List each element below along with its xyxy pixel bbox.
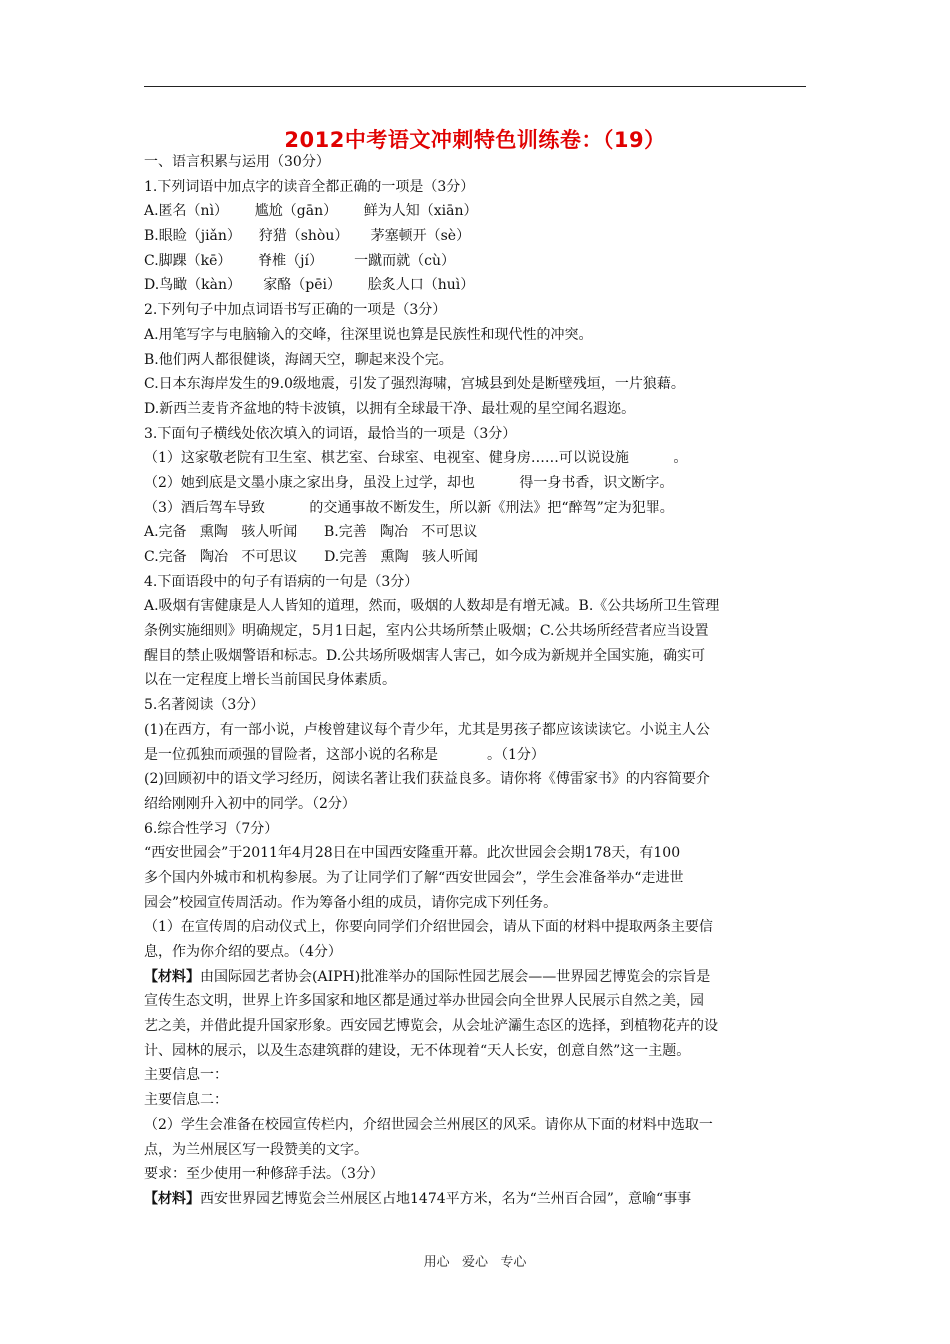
text-line: （2）她到底是文墨小康之家出身，虽没上过学，却也 得一身书香，识文断字。 [144,474,674,491]
text-line: A.匿名（nì） 尴尬（gān） 鲜为人知（xiān） [144,203,478,220]
text-line: 条例实施细则》明确规定，5月1日起，室内公共场所禁止吸烟；C.公共场所经营者应当设置 [144,623,709,640]
text-line: （1）这家敬老院有卫生室、棋艺室、台球室、电视室、健身房……可以说设施 。 [144,450,688,467]
text-line: 息，作为你介绍的要点。（4分） [144,944,342,960]
text-line: 3.下面句子横线处依次填入的词语，最恰当的一项是（3分） [144,425,517,442]
text-line: （2）学生会准备在校园宣传栏内，介绍世园会兰州展区的风采。请你从下面的材料中选取一 [144,1116,713,1133]
text-line: 要求：至少使用一种修辞手法。（3分） [144,1166,384,1183]
material-paragraph-2 [144,1187,814,1212]
text-line: （1）在宣传周的启动仪式上，你要向同学们介绍世园会，请从下面的材料中提取两条主要信 [144,919,713,936]
material-text: 西安世界园艺博览会兰州展区占地1474平方米，名为“兰州百合园”，意喻“事事 [200,1190,692,1207]
text-line: 园会”校园宣传周活动。作为筹备小组的成员，请你完成下列任务。 [144,894,558,911]
text-line: 绍给刚刚升入初中的同学。（2分） [144,795,356,812]
material-tag: 【材料】 [144,1190,200,1207]
page-footer: 用心 爱心 专心 [423,1255,527,1270]
text-line: “西安世园会”于2011年4月28日在中国西安隆重开幕。此次世园会会期178天，有100 [144,845,681,862]
page-title: 2012中考语文冲刺特色训练卷：（19） [284,128,666,152]
text-line: 4.下面语段中的句子有语病的一句是（3分） [144,573,419,590]
text-line: 计、园林的展示，以及生态建筑群的建设，无不体现着“天人长安，创意自然”这一主题。 [144,1042,691,1059]
text-line: D.鸟瞰（kàn） 家酪（pēi） 脍炙人口（huì） [144,277,475,294]
text-line: A.吸烟有害健康是人人皆知的道理，然而，吸烟的人数却是有增无减。B.《公共场所卫生管理 [144,598,720,615]
text-line: C.日本东海岸发生的9.0级地震，引发了强烈海啸，宫城县到处是断壁残垣，一片狼藉。 [144,376,685,393]
material-text: 由国际园艺者协会(AIPH)批准举办的国际性园艺展会——世界园艺博览会的宗旨是 [200,968,711,985]
text-line: (1)在西方，有一部小说，卢梭曾建议每个青少年，尤其是男孩子都应该读读它。小说主人公 [144,721,710,738]
text-line: D.新西兰麦肯齐盆地的特卡波镇，以拥有全球最干净、最壮观的星空闻名遐迩。 [144,400,636,417]
text-line: （3）酒后驾车导致 的交通事故不断发生，所以新《刑法》把“醉驾”定为犯罪。 [144,499,674,516]
text-line: 2.下列句子中加点词语书写正确的一项是（3分） [144,302,447,319]
text-line: 以在一定程度上增长当前国民身体素质。 [144,672,396,689]
text-line: 5.名著阅读（3分） [144,697,265,714]
text-line: B.他们两人都很健谈，海阔天空，聊起来没个完。 [144,351,453,368]
text-line: 主要信息一： [144,1067,228,1084]
material-1-continued [144,989,814,1187]
material-tag: 【材料】 [144,968,200,985]
text-line: 1.下列词语中加点字的读音全都正确的一项是（3分） [144,178,475,195]
header-rule [144,86,806,87]
text-line: C.脚踝（kē） 脊椎（jí） 一蹴而就（cù） [144,252,455,269]
text-line: 宣传生态文明，世界上许多国家和地区都是通过举办世园会向全世界人民展示自然之美，园 [144,993,704,1010]
text-line: A.用笔写字与电脑输入的交峰，往深里说也算是民族性和现代性的冲突。 [144,326,593,343]
text-line: 一、语言积累与运用（30分） [144,154,330,170]
text-line: 6.综合性学习（7分） [144,820,279,837]
text-line: B.眼睑（jiǎn） 狩猎（shòu） 茅塞顿开（sè） [144,228,471,245]
document-body [144,150,814,1212]
text-line: (2)回顾初中的语文学习经历，阅读名著让我们获益良多。请你将《傅雷家书》的内容简要介 [144,771,710,788]
text-line: 主要信息二： [144,1092,228,1109]
material-paragraph-1 [144,965,814,990]
text-line: 艺之美，并借此提升国家形象。西安园艺博览会，从会址浐灞生态区的选择，到植物花卉的设 [144,1018,718,1035]
text-line: 多个国内外城市和机构参展。为了让同学们了解“西安世园会”，学生会准备举办“走进世 [144,869,684,886]
question-lines [144,150,814,965]
text-line: A.完备 熏陶 骇人听闻 B.完善 陶冶 不可思议 [144,524,478,541]
text-line: 醒目的禁止吸烟警语和标志。D.公共场所吸烟害人害己，如今成为新规并全国实施，确实可 [144,647,706,664]
text-line: 是一位孤独而顽强的冒险者，这部小说的名称是 。（1分） [144,746,545,763]
text-line: 点，为兰州展区写一段赞美的文字。 [144,1141,368,1158]
text-line: C.完备 陶冶 不可思议 D.完善 熏陶 骇人听闻 [144,549,478,565]
